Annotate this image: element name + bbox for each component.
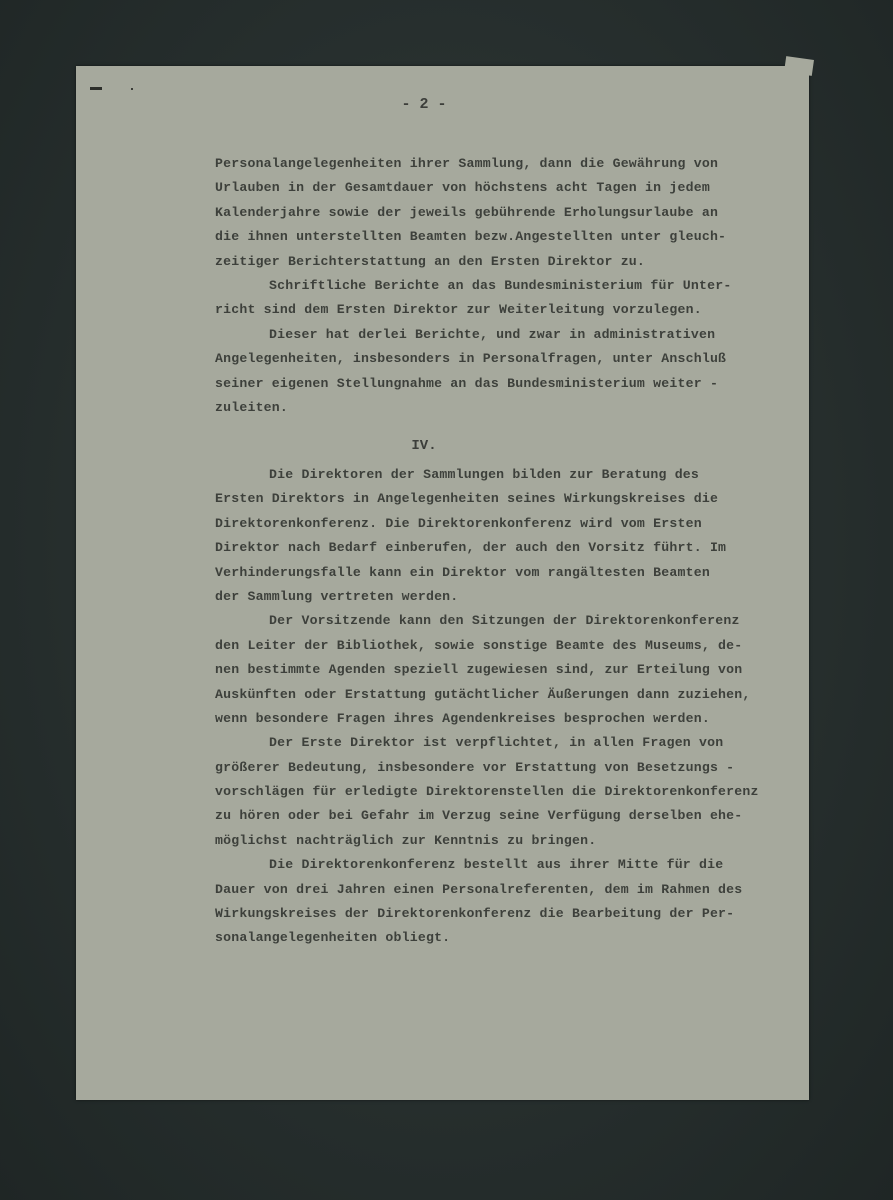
text-line: Personalangelegenheiten ihrer Sammlung, dann die Gewährung von	[215, 156, 719, 171]
text-line: Direktor nach Bedarf einberufen, der auch den Vorsitz führt. Im	[215, 540, 727, 556]
text-line: zu hören oder bei Gefahr im Verzug seine Verfügung derselben ehe-	[215, 808, 743, 824]
text-block-two	[215, 463, 795, 951]
text-line: Verhinderungsfalle kann ein Direktor vom rangältesten Beamten	[215, 564, 710, 580]
text-line: Kalenderjahre sowie der jeweils gebührende Erholungsurlaube an	[215, 204, 719, 220]
text-line: größerer Bedeutung, insbesondere vor Erstattung von Besetzungs -	[215, 759, 735, 775]
text-line: Angelegenheiten, insbesonders in Personalfragen, unter Anschluß	[215, 351, 727, 367]
ink-dot	[131, 88, 133, 90]
text-line: Urlauben in der Gesamtdauer von höchstens acht Tagen in jedem	[215, 180, 710, 196]
text-line: Auskünften oder Erstattung gutächtlicher Äußerungen dann zuziehen,	[215, 686, 751, 702]
typewritten-page	[76, 66, 809, 1100]
text-line: Die Direktoren der Sammlungen bilden zur Beratung des	[269, 467, 700, 482]
text-line: die ihnen unterstellten Beamten bezw.Angestellten unter gleuch-	[215, 229, 727, 245]
text-line: Direktorenkonferenz. Die Direktorenkonferenz wird vom Ersten	[215, 515, 702, 531]
text-line: Dauer von drei Jahren einen Personalreferenten, dem im Rahmen des	[215, 881, 743, 897]
text-line: richt sind dem Ersten Direktor zur Weiterleitung vorzulegen.	[215, 302, 702, 318]
torn-corner	[784, 56, 814, 76]
text-line: Der Erste Direktor ist verpflichtet, in allen Fragen von	[269, 735, 724, 751]
text-line: nen bestimmte Agenden speziell zugewiesen sind, zur Erteilung von	[215, 662, 743, 678]
page-number: - 2 -	[401, 96, 447, 113]
text-line: zuleiten.	[215, 399, 289, 415]
text-line: Die Direktorenkonferenz bestellt aus ihrer Mitte für die	[269, 857, 724, 873]
text-line: wenn besondere Fragen ihres Agendenkreises besprochen werden.	[215, 710, 710, 726]
text-line: vorschlägen für erledigte Direktorenstellen die Direktorenkonferenz	[215, 784, 759, 800]
text-line: der Sammlung vertreten werden.	[215, 588, 459, 604]
section-heading: IV.	[411, 438, 437, 454]
text-line: Dieser hat derlei Berichte, und zwar in administrativen	[269, 326, 716, 342]
text-line: Wirkungskreises der Direktorenkonferenz die Bearbeitung der Per-	[215, 906, 735, 922]
text-line: zeitiger Berichterstattung an den Ersten Direktor zu.	[215, 253, 646, 269]
text-line: den Leiter der Bibliothek, sowie sonstige Beamte des Museums, de-	[215, 637, 743, 653]
text-line: Schriftliche Berichte an das Bundesministerium für Unter-	[269, 277, 732, 293]
text-line: möglichst nachträglich zur Kenntnis zu bringen.	[215, 832, 597, 848]
text-line: Der Vorsitzende kann den Sitzungen der Direktorenkonferenz	[269, 613, 740, 629]
text-line: sonalangelegenheiten obliegt.	[215, 930, 451, 946]
text-line: Ersten Direktors in Angelegenheiten seines Wirkungskreises die	[215, 491, 719, 507]
text-block-one	[215, 152, 795, 420]
punch-mark	[90, 87, 102, 90]
text-line: seiner eigenen Stellungnahme an das Bundesministerium weiter -	[215, 375, 719, 391]
